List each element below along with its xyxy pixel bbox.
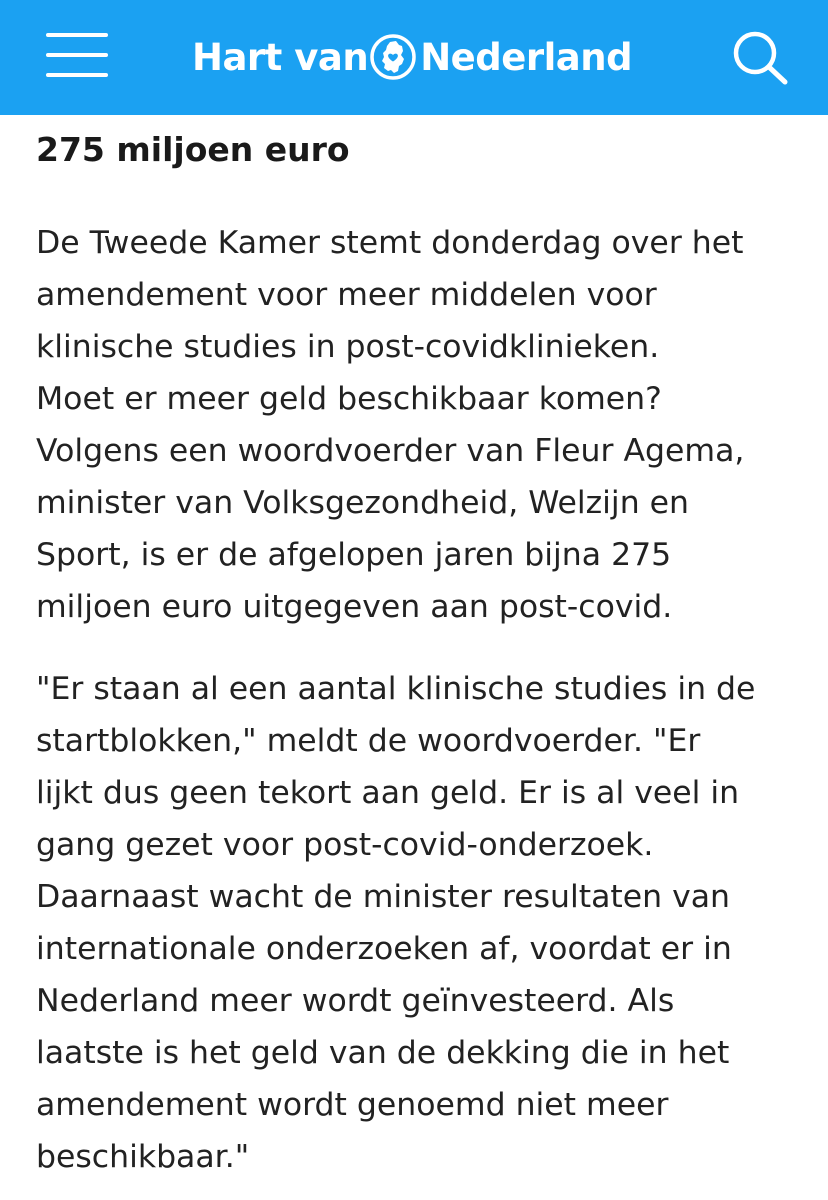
search-icon[interactable] (730, 30, 790, 86)
article-paragraph-1 (36, 217, 806, 633)
paragraph-line: Daarnaast wacht de minister resultaten van (36, 879, 730, 915)
search-icon-graphic (730, 30, 790, 86)
paragraph-line: beschikbaar." (36, 1139, 250, 1175)
paragraph-line: startblokken," meldt de woordvoerder. "Er (36, 723, 701, 759)
logo-text-right: Nederland (420, 35, 633, 79)
menu-line (46, 73, 108, 77)
paragraph-line: lijkt dus geen tekort aan geld. Er is al veel in (36, 775, 740, 811)
article-subheading: 275 miljoen euro (36, 130, 350, 169)
paragraph-line: laatste is het geld van de dekking die in het (36, 1035, 730, 1071)
site-logo[interactable] (192, 30, 632, 84)
paragraph-line: De Tweede Kamer stemt donderdag over het (36, 225, 744, 261)
paragraph-line: miljoen euro uitgegeven aan post-covid. (36, 589, 673, 625)
hamburger-menu-icon[interactable] (46, 33, 108, 77)
article-body (36, 128, 806, 1183)
logo-text-left: Hart van (192, 35, 369, 79)
site-header (0, 0, 828, 115)
netherlands-map-heart-emblem (369, 33, 417, 81)
paragraph-line: Moet er meer geld beschikbaar komen? (36, 381, 662, 417)
paragraph-line: internationale onderzoeken af, voordat er in (36, 931, 732, 967)
article-paragraph-2 (36, 663, 806, 1183)
paragraph-line: minister van Volksgezondheid, Welzijn en (36, 485, 690, 521)
menu-line (46, 33, 108, 37)
paragraph-line: Sport, is er de afgelopen jaren bijna 275 (36, 537, 672, 573)
menu-line (46, 53, 108, 57)
paragraph-line: klinische studies in post-covidklinieken. (36, 329, 660, 365)
paragraph-line: amendement wordt genoemd niet meer (36, 1087, 669, 1123)
paragraph-line: "Er staan al een aantal klinische studies in de (36, 671, 756, 707)
paragraph-line: gang gezet voor post-covid-onderzoek. (36, 827, 654, 863)
paragraph-line: Nederland meer wordt geïnvesteerd. Als (36, 983, 675, 1019)
paragraph-line: Volgens een woordvoerder van Fleur Agema, (36, 433, 745, 469)
paragraph-line: amendement voor meer middelen voor (36, 277, 657, 313)
